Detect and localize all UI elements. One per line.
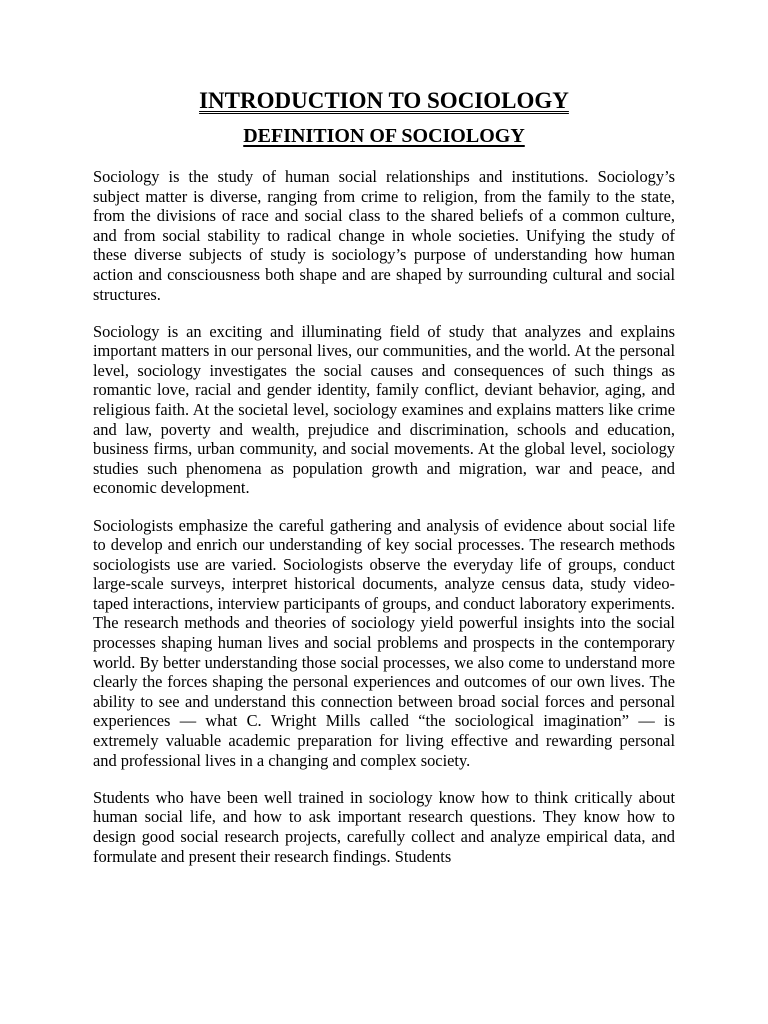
document-title: INTRODUCTION TO SOCIOLOGY: [199, 88, 569, 113]
paragraph-4: Students who have been well trained in sociology know how to think critically about human social life, and how to ask important research questions. They know how to design good social research projects, carefully collect and analyze empirical data, and formulate and present their research findings. Students: [93, 787, 675, 866]
paragraph-2: Sociology is an exciting and illuminating field of study that analyzes and explains important matters in our personal lives, our communities, and the world. At the personal level, sociology investigates the social causes and consequences of such things as romantic love, racial and gender identity, family conflict, deviant behavior, aging, and religious faith. At the societal level, sociology examines and explains matters like crime and law, poverty and wealth, prejudice and discrimination, schools and education, business firms, urban community, and social movements. At the global level, sociology studies such phenomena as population growth and migration, war and peace, and economic development.: [93, 321, 675, 498]
paragraph-1: Sociology is the study of human social relationships and institutions. Sociology’s subject matter is diverse, ranging from crime to religion, from the family to the state, from the divisions of race and social class to the shared beliefs of a common culture, and from social stability to radical change in whole societies. Unifying the study of these diverse subjects of study is sociology’s purpose of understanding how human action and consciousness both shape and are shaped by surrounding cultural and social structures.: [93, 167, 675, 304]
paragraph-3: Sociologists emphasize the careful gathering and analysis of evidence about social life to develop and enrich our understanding of key social processes. The research methods sociologists use are varied. Sociologists observe the everyday life of groups, conduct large-scale surveys, interpret historical documents, analyze census data, study video-taped interactions, interview participants of groups, and conduct laboratory experiments. The research methods and theories of sociology yield powerful insights into the social processes shaping human lives and social problems and prospects in the contemporary world. By better understanding those social processes, we also come to understand more clearly the forces shaping the personal experiences and outcomes of our own lives. The ability to see and understand this connection between broad social forces and personal experiences — what C. Wright Mills called “the sociological imagination” — is extremely valuable academic preparation for living effective and rewarding personal and professional lives in a changing and complex society.: [93, 515, 675, 770]
document-body: [93, 167, 675, 866]
document-content: [93, 86, 675, 884]
section-heading: DEFINITION OF SOCIOLOGY: [243, 125, 525, 147]
